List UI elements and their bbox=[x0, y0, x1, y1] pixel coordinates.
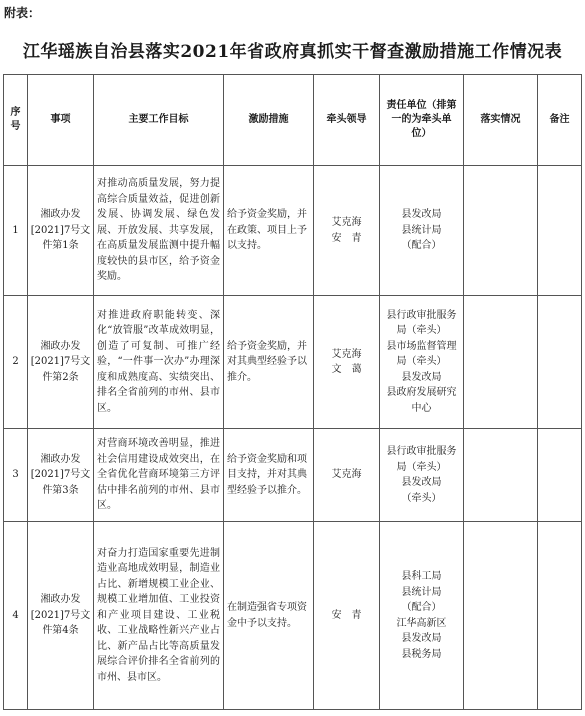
unit-name: 县发改局 bbox=[401, 633, 442, 644]
row-goal: 对推进政府职能转变、深化“放管服”改革成效明显，创造了可复制、可推广经验，“一件事一次办”办理深度和成熟度高、实绩突出、排名全省前列的市州、县市区。 bbox=[94, 296, 224, 429]
row-remark bbox=[538, 429, 582, 522]
header-leader: 牵头领导 bbox=[314, 75, 380, 166]
unit-name: （牵头） bbox=[401, 492, 442, 504]
row-index: 4 bbox=[4, 522, 28, 710]
row-status bbox=[464, 522, 538, 710]
header-item: 事项 bbox=[28, 75, 94, 166]
unit-name: 县统计局 bbox=[401, 224, 442, 236]
unit-name: 县发改局 bbox=[401, 477, 442, 488]
row-leader bbox=[314, 429, 380, 522]
leader-name: 艾克海 bbox=[331, 348, 362, 360]
attachment-label: 附表： bbox=[4, 6, 41, 20]
row-remark bbox=[538, 522, 582, 710]
unit-name: （配合） bbox=[401, 602, 442, 613]
row-measure: 给予资金奖励，并对其典型经验予以推介。 bbox=[224, 296, 314, 429]
unit-name: 县发改局 bbox=[401, 371, 442, 383]
unit-name: 县行政审批服务局（牵头） bbox=[386, 309, 457, 337]
row-index: 3 bbox=[4, 429, 28, 522]
unit-name: 县发改局 bbox=[401, 209, 442, 221]
unit-name: （配合） bbox=[401, 240, 442, 252]
leader-name: 艾克海 bbox=[331, 469, 362, 481]
table-row bbox=[4, 429, 582, 522]
unit-name: 县行政审批服务局（牵头） bbox=[386, 446, 457, 473]
row-leader bbox=[314, 296, 380, 429]
unit-name: 县税务局 bbox=[401, 648, 442, 660]
row-units bbox=[380, 296, 464, 429]
row-index: 1 bbox=[4, 166, 28, 296]
unit-name: 江华高新区 bbox=[396, 617, 447, 629]
page-title: 江华瑶族自治县落实2021年省政府真抓实干督查激励措施工作情况表 bbox=[22, 42, 563, 62]
table-row bbox=[4, 166, 582, 296]
row-item: 湘政办发[2021]7号文件第2条 bbox=[28, 296, 94, 429]
row-units bbox=[380, 166, 464, 296]
row-units bbox=[380, 522, 464, 710]
header-remark: 备注 bbox=[538, 75, 582, 166]
row-units bbox=[380, 429, 464, 522]
leader-name: 艾克海 bbox=[331, 217, 362, 228]
leader-name: 安 青 bbox=[331, 232, 362, 244]
unit-name: 县统计局 bbox=[401, 586, 442, 598]
unit-name: 县市场监督管理局（牵头） bbox=[386, 340, 457, 368]
table-row bbox=[4, 522, 582, 710]
row-leader bbox=[314, 166, 380, 296]
row-leader bbox=[314, 522, 380, 710]
row-index: 2 bbox=[4, 296, 28, 429]
leader-name: 文 蔼 bbox=[331, 364, 362, 375]
leader-name: 安 青 bbox=[331, 609, 362, 621]
supervision-table bbox=[3, 74, 582, 710]
header-goal: 主要工作目标 bbox=[94, 75, 224, 166]
row-goal: 对奋力打造国家重要先进制造业高地成效明显，制造业占比、新增规模工业企业、规模工业增加值、工业投资和产业项目建设、工业税收、工业战略性新兴产业占比、新产品占比等高质量发展综合评价排名全省前列的市州、县市区。 bbox=[94, 522, 224, 710]
row-item: 湘政办发[2021]7号文件第4条 bbox=[28, 522, 94, 710]
row-remark bbox=[538, 296, 582, 429]
row-measure: 在制造强省专项资金中予以支持。 bbox=[224, 522, 314, 710]
row-remark bbox=[538, 166, 582, 296]
unit-name: 县政府发展研究中心 bbox=[386, 387, 457, 414]
row-item: 湘政办发[2021]7号文件第1条 bbox=[28, 166, 94, 296]
header-index: 序号 bbox=[4, 75, 28, 166]
unit-name: 县科工局 bbox=[401, 571, 442, 582]
header-row bbox=[4, 75, 582, 166]
header-unit: 责任单位（排第一的为牵头单位） bbox=[380, 75, 464, 166]
row-status bbox=[464, 296, 538, 429]
row-status bbox=[464, 166, 538, 296]
row-goal: 对推动高质量发展，努力提高综合质量效益，促进创新发展、协调发展、绿色发展、开放发展、共享发展，在高质量发展监测中提升幅度较快的县市区，给予资金奖励。 bbox=[94, 166, 224, 296]
row-status bbox=[464, 429, 538, 522]
row-measure: 给予资金奖励，并在政策、项目上予以支持。 bbox=[224, 166, 314, 296]
row-goal: 对营商环境改善明显，推进社会信用建设成效突出，在全省优化营商环境第三方评估中排名前列的市州、县市区。 bbox=[94, 429, 224, 522]
header-measure: 激励措施 bbox=[224, 75, 314, 166]
table-row bbox=[4, 296, 582, 429]
header-status: 落实情况 bbox=[464, 75, 538, 166]
row-item: 湘政办发[2021]7号文件第3条 bbox=[28, 429, 94, 522]
row-measure: 给予资金奖励和项目支持，并对其典型经验予以推介。 bbox=[224, 429, 314, 522]
